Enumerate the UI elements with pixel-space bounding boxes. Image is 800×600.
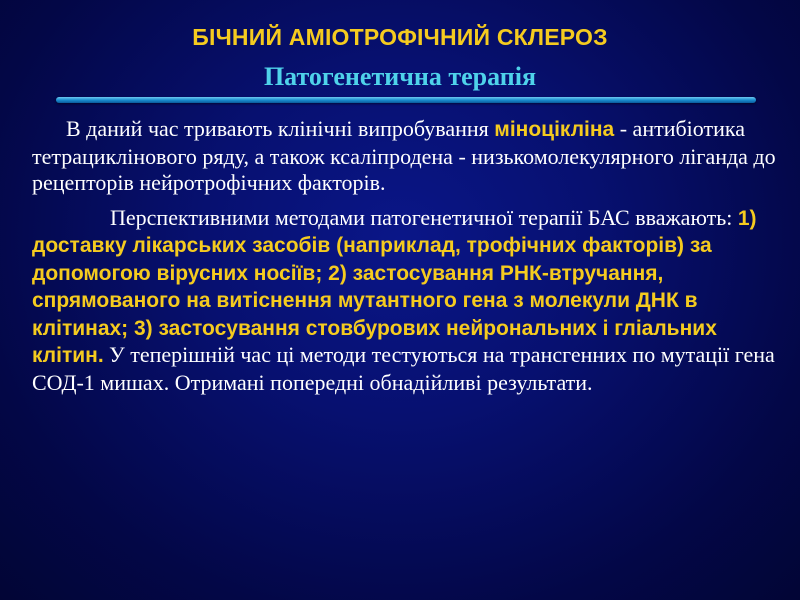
paragraph-therapy-methods bbox=[32, 205, 782, 397]
paragraph1-text-start: В даний час тривають клінічні випробування bbox=[66, 116, 495, 141]
title-divider bbox=[56, 97, 756, 103]
paragraph-clinical-trials bbox=[32, 116, 782, 197]
slide-subtitle: Патогенетична терапія bbox=[263, 62, 537, 91]
paragraph2-text-start: Перспективними методами патогенетичної терапії БАС вважають: bbox=[110, 204, 738, 230]
paragraph2-text-end: У теперішній час ці методи тестуються на трансгенних по мутації гена СОД-1 мишах. Отримані попередні обнадійливі результати. bbox=[32, 342, 775, 395]
paragraph1-highlight: міноцікліна bbox=[494, 118, 615, 141]
paragraph2-highlight: 1) доставку лікарських засобів (наприклад, трофічних факторів) за допомогою вірусних носіїв; 2) застосування РНК-втручання, спрямованого на витіснення мутантного гена з молекули ДНК в клітинах; 3) застосування стовбурових нейрональних і гліальних клітин. bbox=[32, 206, 757, 367]
slide-title: БІЧНИЙ АМІОТРОФІЧНИЙ СКЛЕРОЗ bbox=[192, 24, 608, 50]
slide-body bbox=[32, 116, 782, 396]
paragraph1-text-end: - антибіотика тетрациклінового ряду, а також ксаліпродена - низькомолекулярного ліганда до рецепторів нейротрофічних факторів. bbox=[32, 116, 776, 195]
